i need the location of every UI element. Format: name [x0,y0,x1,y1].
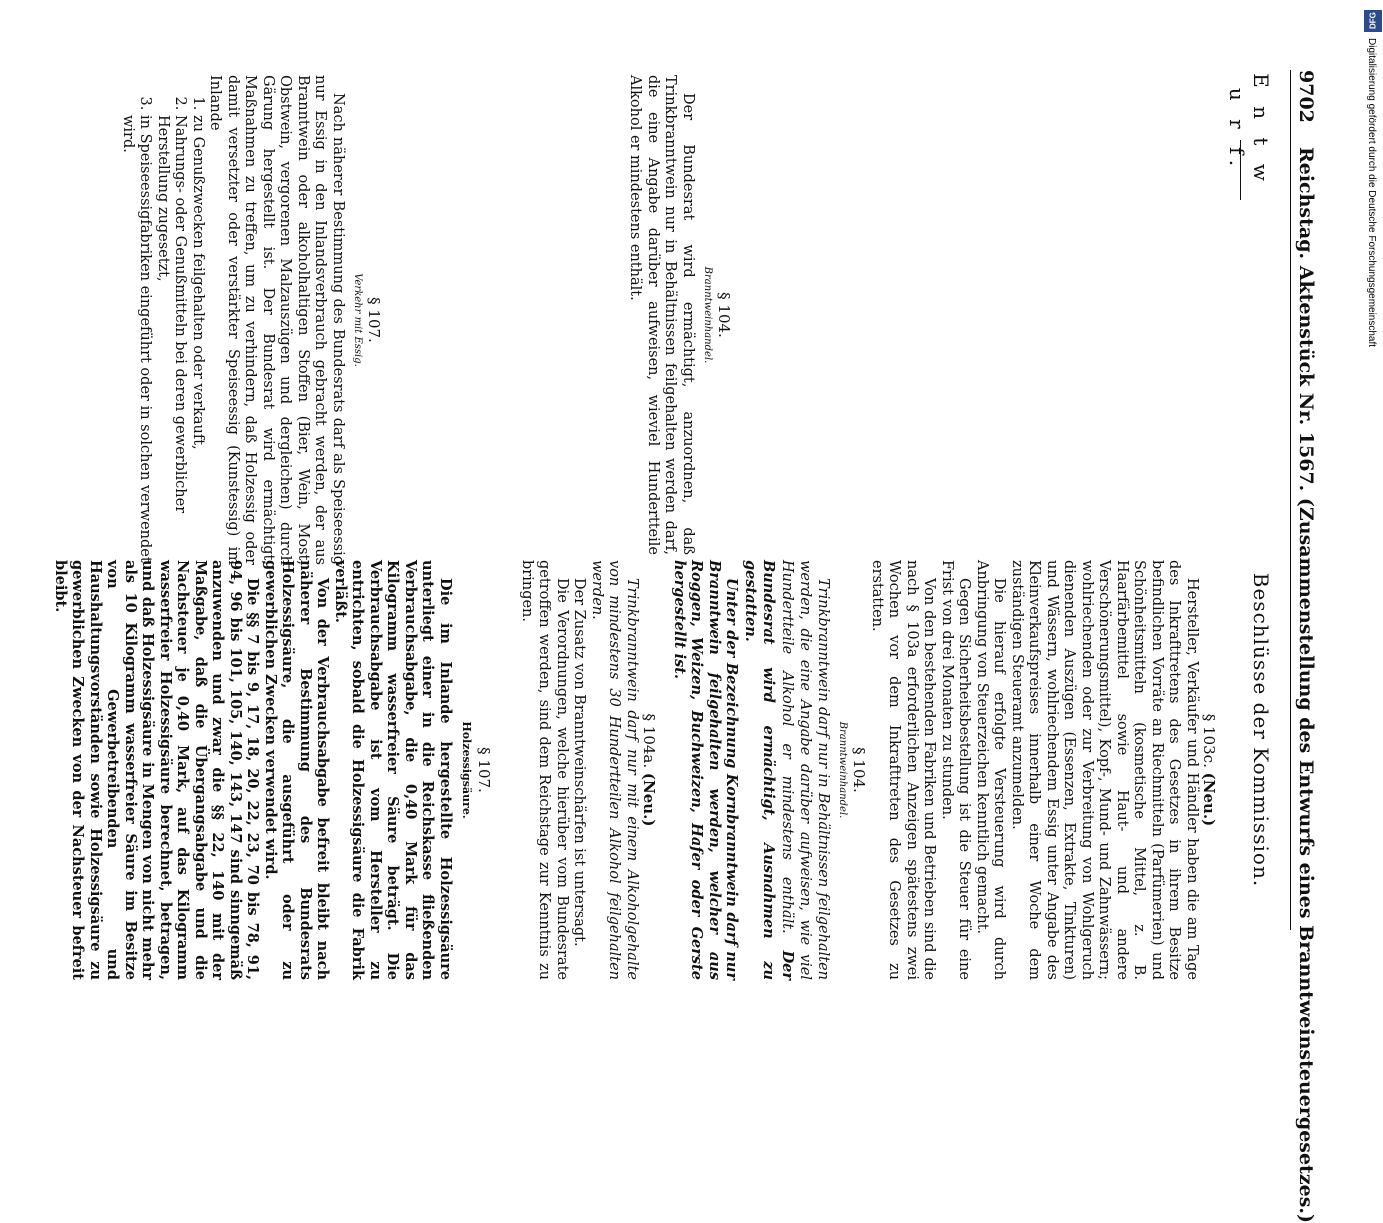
side-note [1364,10,1382,990]
section-label: § 103c. [1200,713,1218,768]
section-number: § 104. [850,747,868,793]
new-marker: (Neu.) [1200,772,1218,827]
paragraph: Die im Inlande hergestellte Holzessigsäure unterliegt einer in die Reichskasse fließenden Verbrauchsabgabe, die 0,40 Mark für das Kilogramm wasserfreier Säure beträgt. Die Verbrauchsabgabe ist vom Hersteller zu entrichten, sobald die Holzessigsäure die Fabrik verläßt. [332,560,454,980]
list-item: 2. Nahrungs- oder Genußmitteln bei deren gewerblicher Herstellung zugesetzt, [154,115,189,565]
paragraph: Die Verordnungen, welche hierüber vom Bundesrate getroffen werden, sind dem Reichstage zur Kenntnis zu bringen. [519,560,570,980]
right-section-103c [868,560,1219,980]
list-item: 3. in Speiseessigfabriken eingeführt oder in solchen verwendet wird. [119,115,154,565]
section-text: Nach näherer Bestimmung des Bundesrats darf als Speiseessig nur Essig in den Inlandsverbrauch gebracht werden, der aus Branntwein oder alkoholhaltigen Stoffen (Bier, Wein, Most, Obstwein, vergorenen Malzauszügen und dergleichen) durch Gärung hergestellt ist. Der Bundesrat wird ermächtigt, Maßnahmen zu treffen, um zu verhindern, daß Holzessig oder damit versetzter oder verstärkter Speiseessig (Kunstessig) im Inlande [207,75,346,565]
paragraph [741,560,832,980]
left-section-107 [119,75,384,565]
section-text: Der Bundesrat wird ermächtigt, anzuordnen, daß Trinkbranntwein nur in Behältnissen feilgehalten werden darf, die eine Angabe darüber aufweisen, wieviel Hundertteile Alkohol er mindestens enthält. [627,75,696,555]
italic-text: Trinkbranntwein darf nur in Behältnissen feilgehalten werden, die eine Angabe darüber aufweisen, wie viel Hundertteile Alkohol er mindestens enthält. [779,560,831,980]
paragraph: Von der Verbrauchsabgabe befreit bleibt nach näherer Bestimmung des Bundesrats Holzessigsäure, die ausgeführt oder zu gewerblichen Zwecken verwendet wird. [262,560,332,980]
section-number: § 104. [715,292,733,338]
section-subtitle: Verkehr mit Essig. [352,273,363,367]
bold-text: Der Bundesrat wird ermächtigt, Ausnahmen zu gestatten. [742,560,796,981]
right-column-heading: Beschlüsse der Kommission. [1249,572,1273,888]
right-section-107 [52,560,494,980]
section-number: § 107. [365,297,383,343]
item-list [119,75,207,565]
section-number [640,560,658,980]
paragraph: Der Zusatz von Branntweinschärfen ist untersagt. [571,578,588,947]
section-number [1200,560,1218,980]
paragraph: Die §§ 7 bis 9, 17, 18, 20, 22, 23, 70 bis 78, 91, 94, 96 bis 101, 105, 140, 143, 147 sind sinngemäß anzuwenden und zwar die §§ 22, 140 mit der Maßgabe, daß die Übergangsabgabe und die Nachsteuer je 0,40 Mark, auf das Kilogramm wasserfreier Holzessigsäure berechnet, betragen, und daß Holzessigsäure in Mengen von nicht mehr als 10 Kilogramm wasserfreier Säure im Besitze von Gewerbetreibenden und Haushaltungsvorständen sowie Holzessigsäure zu gewerblichen Zwecken von der Nachsteuer befreit bleibt. [52,560,262,980]
list-item: 1. zu Genußzwecken feilgehalten oder verkauft, [189,115,207,565]
paragraph: Trinkbranntwein darf nur mit einem Alkoholgehalte von mindestens 30 Hundertteilen Alkohol feilgehalten werden. [589,560,640,980]
section-subtitle: Branntweinhandel. [702,266,713,364]
running-head [1295,70,1317,1223]
section-subtitle: Holzessigsäure. [460,721,473,819]
right-section-104 [671,560,869,980]
page-header-title: Reichstag. Aktenstück Nr. 1567. (Zusammenstellung des Entwurfs eines Branntweinsteuergesetzes.) [1295,146,1317,1223]
side-note-text: Digitalisierung gefördert durch die Deutsche Forschungsgemeinschaft [1366,38,1377,348]
page-number: 9702 [1295,70,1317,123]
header-rule [1290,70,1291,930]
new-marker: (Neu.) [640,772,658,827]
dfg-logo: DFG [1364,10,1382,32]
right-section-104a [518,560,659,980]
section-subtitle: Branntweinhandel. [837,721,848,819]
section-label: § 104a. [640,713,658,769]
paragraph: Hersteller, Verkäufer und Händler haben die am Tage des Inkrafttretens des Gesetzes in ihrem Besitze befindlichen Vorräte an Riechmitteln (Parfümerien) und Schönheitsmitteln (kosmetische Mittel, z. B. Haarfärbemittel sowie Haut- und andere Verschönerungsmittel), Kopf-, Mund- und Zahnwässern; wohlriechenden oder zur Verbreitung von Wohlgeruch dienenden Auszügen (Essenzen, Extrakte, Tinkturen) und Wässern, wohlriechendem Essig unter Angabe des Kleinverkaufspreises innerhalb einer Woche dem zuständigen Steueramt anzumelden. [1009,560,1200,980]
section-number: § 107. [475,747,493,793]
paragraph: Von den bestehenden Fabriken und Betrieben sind die nach § 103a erforderlichen Anzeigen spätestens zwei Wochen vor dem Inkrafttreten des Gesetzes zu erstatten. [869,560,938,980]
paragraph: Die hierauf erfolgte Versteuerung wird durch Anbringung von Steuerzeichen kenntlich gemacht. [974,560,1008,980]
left-section-104 [626,75,733,555]
paragraph: Unter der Bezeichnung Kornbranntwein darf nur Branntwein feilgehalten werden, welcher aus Roggen, Weizen, Buchweizen, Hafer oder Gerste hergestellt ist. [671,560,741,980]
paragraph: Gegen Sicherheitsbestellung ist die Steuer für eine Frist von drei Monaten zu stunden. [939,560,973,980]
left-heading-rule [1240,140,1241,200]
left-column-heading: E n t w u r f. [1225,73,1273,187]
